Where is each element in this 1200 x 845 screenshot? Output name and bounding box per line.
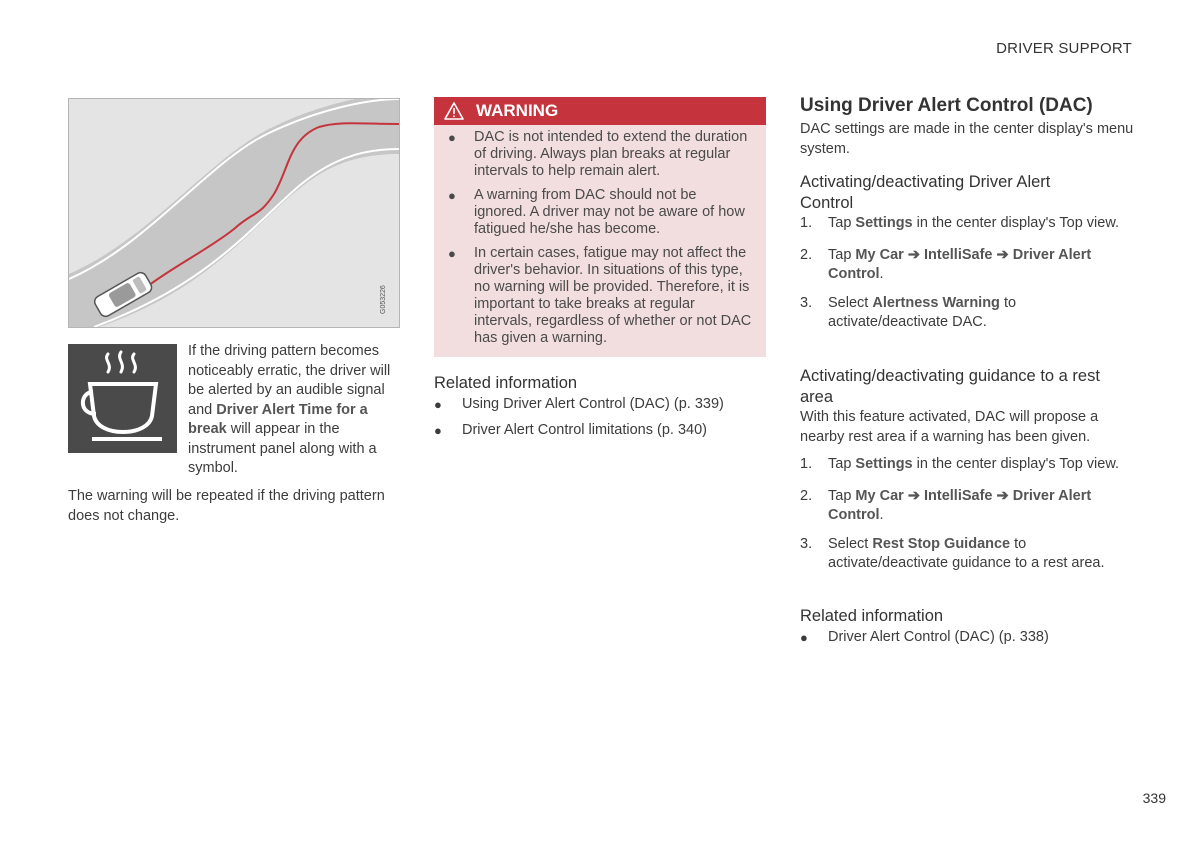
winding-road-drawing xyxy=(69,99,399,327)
arrow-right-icon: ➔ xyxy=(996,246,1009,263)
caption-bold: Driver Alert Time for a break xyxy=(188,401,368,437)
section-header: DRIVER SUPPORT xyxy=(996,40,1132,57)
step-bold: IntelliSafe xyxy=(924,487,993,504)
step-text: Tap xyxy=(828,456,856,472)
step-text: . xyxy=(879,507,884,523)
bullet-icon: ● xyxy=(448,188,456,203)
step-number: 3. xyxy=(800,535,813,552)
step-text: to activate/deactivate DAC. xyxy=(828,294,1017,330)
bullet-icon: ● xyxy=(434,422,442,438)
related-link-text: Using Driver Alert Control (DAC) (p. 339) xyxy=(462,396,724,412)
step-item xyxy=(800,294,1140,333)
step-text: . xyxy=(879,266,884,282)
warning-box xyxy=(434,97,766,357)
step-bold: Driver Alert Control xyxy=(828,246,1092,282)
step-bold: Driver Alert Control xyxy=(828,487,1092,523)
step-text: in the center display's Top view. xyxy=(912,215,1120,231)
step-item xyxy=(800,535,1140,574)
section-heading-activate-dac: Activating/deactivating Driver Alert Control xyxy=(800,173,1051,212)
step-text: Tap xyxy=(828,246,856,263)
step-item xyxy=(800,214,1140,234)
related-info-heading-right: Related information xyxy=(800,607,944,625)
page-number: 339 xyxy=(1142,790,1166,806)
related-link[interactable] xyxy=(434,421,766,441)
icon-caption xyxy=(188,342,400,479)
warning-triangle-icon xyxy=(444,102,464,120)
step-text: Select xyxy=(828,535,873,552)
step-text: in the center display's Top view. xyxy=(912,456,1120,472)
related-link-text: Driver Alert Control limitations (p. 340) xyxy=(462,421,707,438)
warning-list xyxy=(434,129,766,354)
caption-text-end: will appear in the instrument panel along with a symbol. xyxy=(188,421,377,476)
step-bold: My Car xyxy=(855,246,904,263)
road-illustration xyxy=(68,98,400,328)
warning-item-text: DAC is not intended to extend the duration of driving. Always plan breaks at regular intervals to help remain alert. xyxy=(474,129,748,179)
step-bold: Settings xyxy=(855,215,913,231)
repeat-note: The warning will be repeated if the driving pattern does not change. xyxy=(68,488,385,524)
page-title: Using Driver Alert Control (DAC) xyxy=(800,95,1093,116)
warning-item-text: In certain cases, fatigue may not affect the driver's behavior. In situations of this type, no warning will be provided. Therefore, it is important to take breaks at regular intervals, regardless of whether or not DAC has given a warning. xyxy=(474,245,752,346)
bullet-icon: ● xyxy=(800,630,808,645)
steps-rest-area xyxy=(800,455,1140,583)
step-number: 1. xyxy=(800,456,813,472)
step-bold: Rest Stop Guidance xyxy=(872,535,1011,552)
arrow-right-icon: ➔ xyxy=(996,487,1009,504)
arrow-right-icon: ➔ xyxy=(907,487,920,504)
step-number: 2. xyxy=(800,487,813,504)
section-heading-rest-area: Activating/deactivating guidance to a rest area xyxy=(800,367,1100,406)
step-bold: Alertness Warning xyxy=(872,294,1000,311)
bullet-icon: ● xyxy=(448,130,456,145)
warning-item xyxy=(434,129,766,180)
step-bold: Settings xyxy=(855,456,913,472)
figure-code: G053226 xyxy=(380,285,387,314)
step-number: 2. xyxy=(800,246,813,263)
coffee-cup-icon xyxy=(68,344,177,453)
intro-text: DAC settings are made in the center display's menu system. xyxy=(800,121,1134,157)
related-link[interactable] xyxy=(800,628,1140,648)
step-item xyxy=(800,246,1140,285)
step-text: Select xyxy=(828,294,873,311)
steps-activate-dac xyxy=(800,214,1140,342)
related-info-heading: Related information xyxy=(434,374,578,392)
step-bold: IntelliSafe xyxy=(924,246,993,263)
warning-item xyxy=(434,245,766,347)
related-link[interactable] xyxy=(434,395,766,415)
warning-header xyxy=(434,97,766,125)
related-link-text: Driver Alert Control (DAC) (p. 338) xyxy=(828,629,1049,645)
bullet-icon: ● xyxy=(448,246,456,261)
arrow-right-icon: ➔ xyxy=(907,246,920,263)
step-text: Tap xyxy=(828,215,856,231)
caption-text-start: If the driving pattern becomes noticeably erratic, the driver will be alerted by an audible signal and xyxy=(188,343,391,418)
related-info-list-right xyxy=(800,628,1140,654)
warning-item xyxy=(434,187,766,238)
step-number: 3. xyxy=(800,294,813,311)
related-info-list xyxy=(434,395,766,446)
step-text: Tap xyxy=(828,487,856,504)
step-item xyxy=(800,455,1140,475)
bullet-icon: ● xyxy=(434,397,442,412)
step-text: to activate/deactivate guidance to a rest area. xyxy=(828,535,1105,571)
rest-area-intro: With this feature activated, DAC will propose a nearby rest area if a warning has been given. xyxy=(800,409,1099,445)
step-number: 1. xyxy=(800,215,813,231)
step-item xyxy=(800,487,1140,526)
warning-item-text: A warning from DAC should not be ignored. A driver may not be aware of how fatigued he/she has become. xyxy=(474,187,745,237)
warning-title: WARNING xyxy=(476,101,559,120)
step-bold: My Car xyxy=(855,487,904,504)
